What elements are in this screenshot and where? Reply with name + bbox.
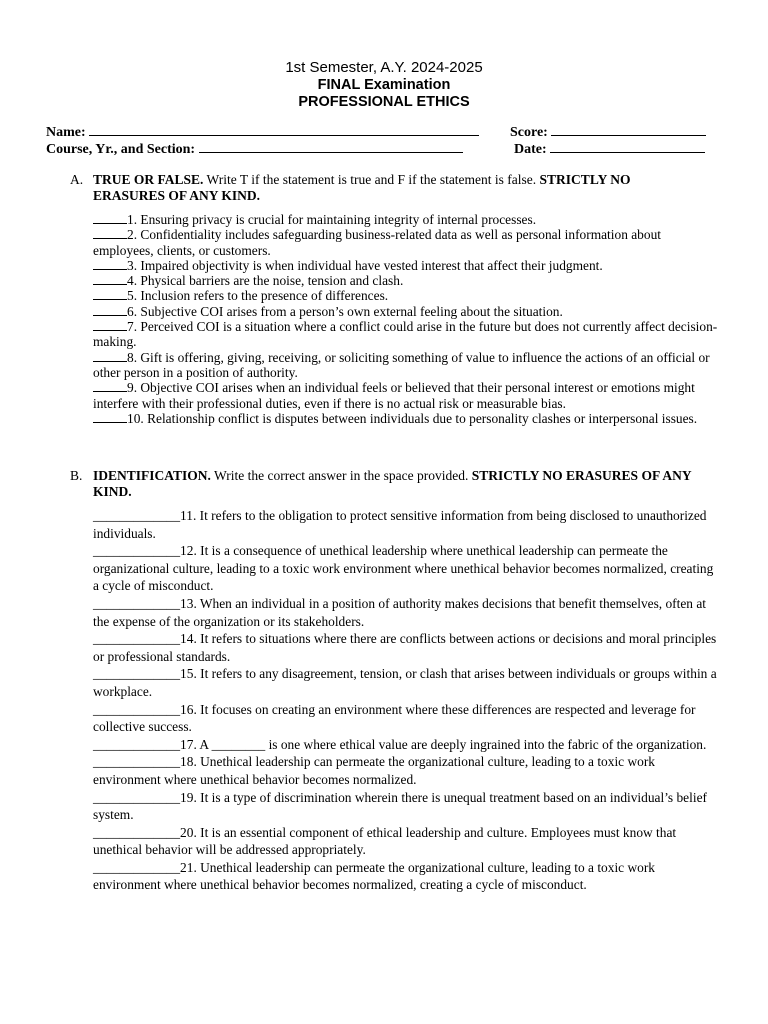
- list-item: [93, 273, 718, 288]
- list-item: [93, 701, 718, 736]
- list-item: [93, 824, 718, 859]
- answer-blank[interactable]: [93, 304, 127, 316]
- exam-header: [0, 59, 768, 111]
- item-text: 2. Confidentiality includes safeguarding business-related data as well as personal information about employees, clients, or customers.: [93, 227, 661, 258]
- list-item: [93, 411, 718, 426]
- semester-line: 1st Semester, A.Y. 2024-2025: [285, 59, 483, 76]
- name-label: Name:: [46, 125, 86, 140]
- item-text: 19. It is a type of discrimination wherein there is unequal treatment based on an individual’s belief system.: [93, 789, 707, 823]
- date-blank[interactable]: [550, 139, 705, 153]
- section-b-title: IDENTIFICATION.: [93, 468, 211, 483]
- item-text: 8. Gift is offering, giving, receiving, or soliciting something of value to influence the actions of an official or other person in a position of authority.: [93, 349, 710, 380]
- answer-blank[interactable]: _____________: [93, 859, 181, 875]
- answer-blank[interactable]: _____________: [93, 666, 181, 682]
- list-item: [93, 753, 718, 788]
- student-info: [46, 122, 726, 156]
- item-text: 9. Objective COI arises when an individual feels or believed that their personal interest or emotions might interfere with their professional duties, even if there is no actual risk or measurable bias.: [93, 380, 695, 411]
- answer-blank[interactable]: _____________: [93, 754, 181, 770]
- answer-blank[interactable]: [93, 227, 127, 239]
- list-item: [93, 304, 718, 319]
- answer-blank[interactable]: _____________: [93, 543, 181, 559]
- list-item: [93, 630, 718, 665]
- item-text: 10. Relationship conflict is disputes between individuals due to personality clashes or interpersonal issues.: [127, 410, 698, 426]
- item-text: 6. Subjective COI arises from a person’s own external feeling about the situation.: [127, 303, 563, 319]
- section-a-items: [93, 212, 718, 426]
- section-b-instruction: Write the correct answer in the space provided.: [210, 468, 472, 483]
- list-item: [93, 319, 718, 350]
- section-a-title: TRUE OR FALSE.: [93, 172, 204, 187]
- list-item: [93, 789, 718, 824]
- name-score-row: [46, 122, 726, 139]
- item-text: 7. Perceived COI is a situation where a conflict could arise in the future but does not currently affect decision-making.: [93, 319, 718, 350]
- item-text: 4. Physical barriers are the noise, tension and clash.: [127, 273, 404, 289]
- list-item: [93, 380, 718, 411]
- list-item: [93, 859, 718, 894]
- answer-blank[interactable]: _____________: [93, 701, 181, 717]
- section-a-warning: STRICTLY NO ERASURES OF ANY KIND.: [93, 172, 631, 203]
- item-text: 5. Inclusion refers to the presence of differences.: [127, 288, 389, 304]
- item-text: 1. Ensuring privacy is crucial for maintaining integrity of internal processes.: [127, 212, 537, 227]
- item-text: 14. It refers to situations where there are conflicts between actions or decisions and moral principles or professional standards.: [93, 631, 717, 664]
- course-label: Course, Yr., and Section:: [46, 142, 196, 157]
- item-text: 16. It focuses on creating an environment where these differences are respected and leverage for collective success.: [93, 701, 696, 735]
- answer-blank[interactable]: [93, 319, 127, 331]
- exam-title: FINAL Examination: [317, 77, 451, 93]
- list-item: [93, 258, 718, 273]
- section-a-letter: A.: [70, 172, 84, 187]
- item-text: 3. Impaired objectivity is when individual have vested interest that affect their judgment.: [127, 257, 603, 273]
- answer-blank[interactable]: _____________: [93, 508, 181, 523]
- answer-blank[interactable]: _____________: [93, 789, 181, 805]
- name-blank[interactable]: [89, 122, 479, 136]
- answer-blank[interactable]: [93, 411, 127, 423]
- score-blank[interactable]: [551, 122, 706, 136]
- course-field[interactable]: [46, 139, 463, 158]
- list-item: [93, 507, 718, 542]
- section-b-text: [93, 468, 693, 500]
- list-item: [93, 665, 718, 700]
- item-text: 17. A ________ is one where ethical value are deeply ingrained into the fabric of the organization.: [180, 736, 707, 752]
- answer-blank[interactable]: [93, 380, 127, 392]
- date-field[interactable]: [514, 139, 705, 158]
- answer-blank[interactable]: _____________: [93, 631, 181, 647]
- subject-title: PROFESSIONAL ETHICS: [298, 94, 470, 110]
- score-label: Score:: [510, 125, 548, 140]
- list-item: [93, 595, 718, 630]
- answer-blank[interactable]: [93, 212, 127, 224]
- item-text: 12. It is a consequence of unethical leadership where unethical leadership can permeate the organizational culture, leading to a toxic work environment where unethical behavior becomes normalized, creating a cycle of misconduct.: [93, 543, 714, 594]
- list-item: [93, 736, 718, 754]
- item-text: 18. Unethical leadership can permeate the organizational culture, leading to a toxic work environment where unethical behavior becomes normalized.: [93, 754, 655, 787]
- answer-blank[interactable]: _____________: [93, 824, 181, 840]
- section-a-text: [93, 172, 693, 204]
- date-label: Date:: [514, 142, 547, 157]
- answer-blank[interactable]: [93, 258, 127, 270]
- course-blank[interactable]: [199, 139, 463, 153]
- answer-blank[interactable]: _____________: [93, 595, 181, 611]
- answer-blank[interactable]: [93, 273, 127, 285]
- item-text: 21. Unethical leadership can permeate the organizational culture, leading to a toxic work environment where unethical behavior becomes normalized, creating a cycle of misconduct.: [93, 859, 655, 893]
- list-item: [93, 212, 718, 227]
- list-item: [93, 227, 718, 258]
- list-item: [93, 350, 718, 381]
- answer-blank[interactable]: _____________: [93, 736, 181, 752]
- answer-blank[interactable]: [93, 288, 127, 300]
- section-b-items: [93, 507, 718, 894]
- section-b-warning: STRICTLY NO ERASURES OF ANY KIND.: [93, 468, 692, 499]
- item-text: 20. It is an essential component of ethical leadership and culture. Employees must know that unethical behavior will be addressed appropriately.: [93, 824, 677, 858]
- item-text: 15. It refers to any disagreement, tension, or clash that arises between individuals or groups within a workplace.: [93, 666, 717, 699]
- list-item: [93, 542, 718, 595]
- list-item: [93, 288, 718, 303]
- item-text: 11. It refers to the obligation to protect sensitive information from being disclosed to unauthorized individuals.: [93, 508, 707, 541]
- item-text: 13. When an individual in a position of authority makes decisions that benefit themselves, often at the expense of the organization or its stakeholders.: [93, 595, 707, 629]
- section-b-letter: B.: [70, 468, 83, 483]
- section-a-instruction: Write T if the statement is true and F if the statement is false.: [203, 172, 540, 187]
- answer-blank[interactable]: [93, 350, 127, 362]
- course-date-row: [46, 139, 726, 156]
